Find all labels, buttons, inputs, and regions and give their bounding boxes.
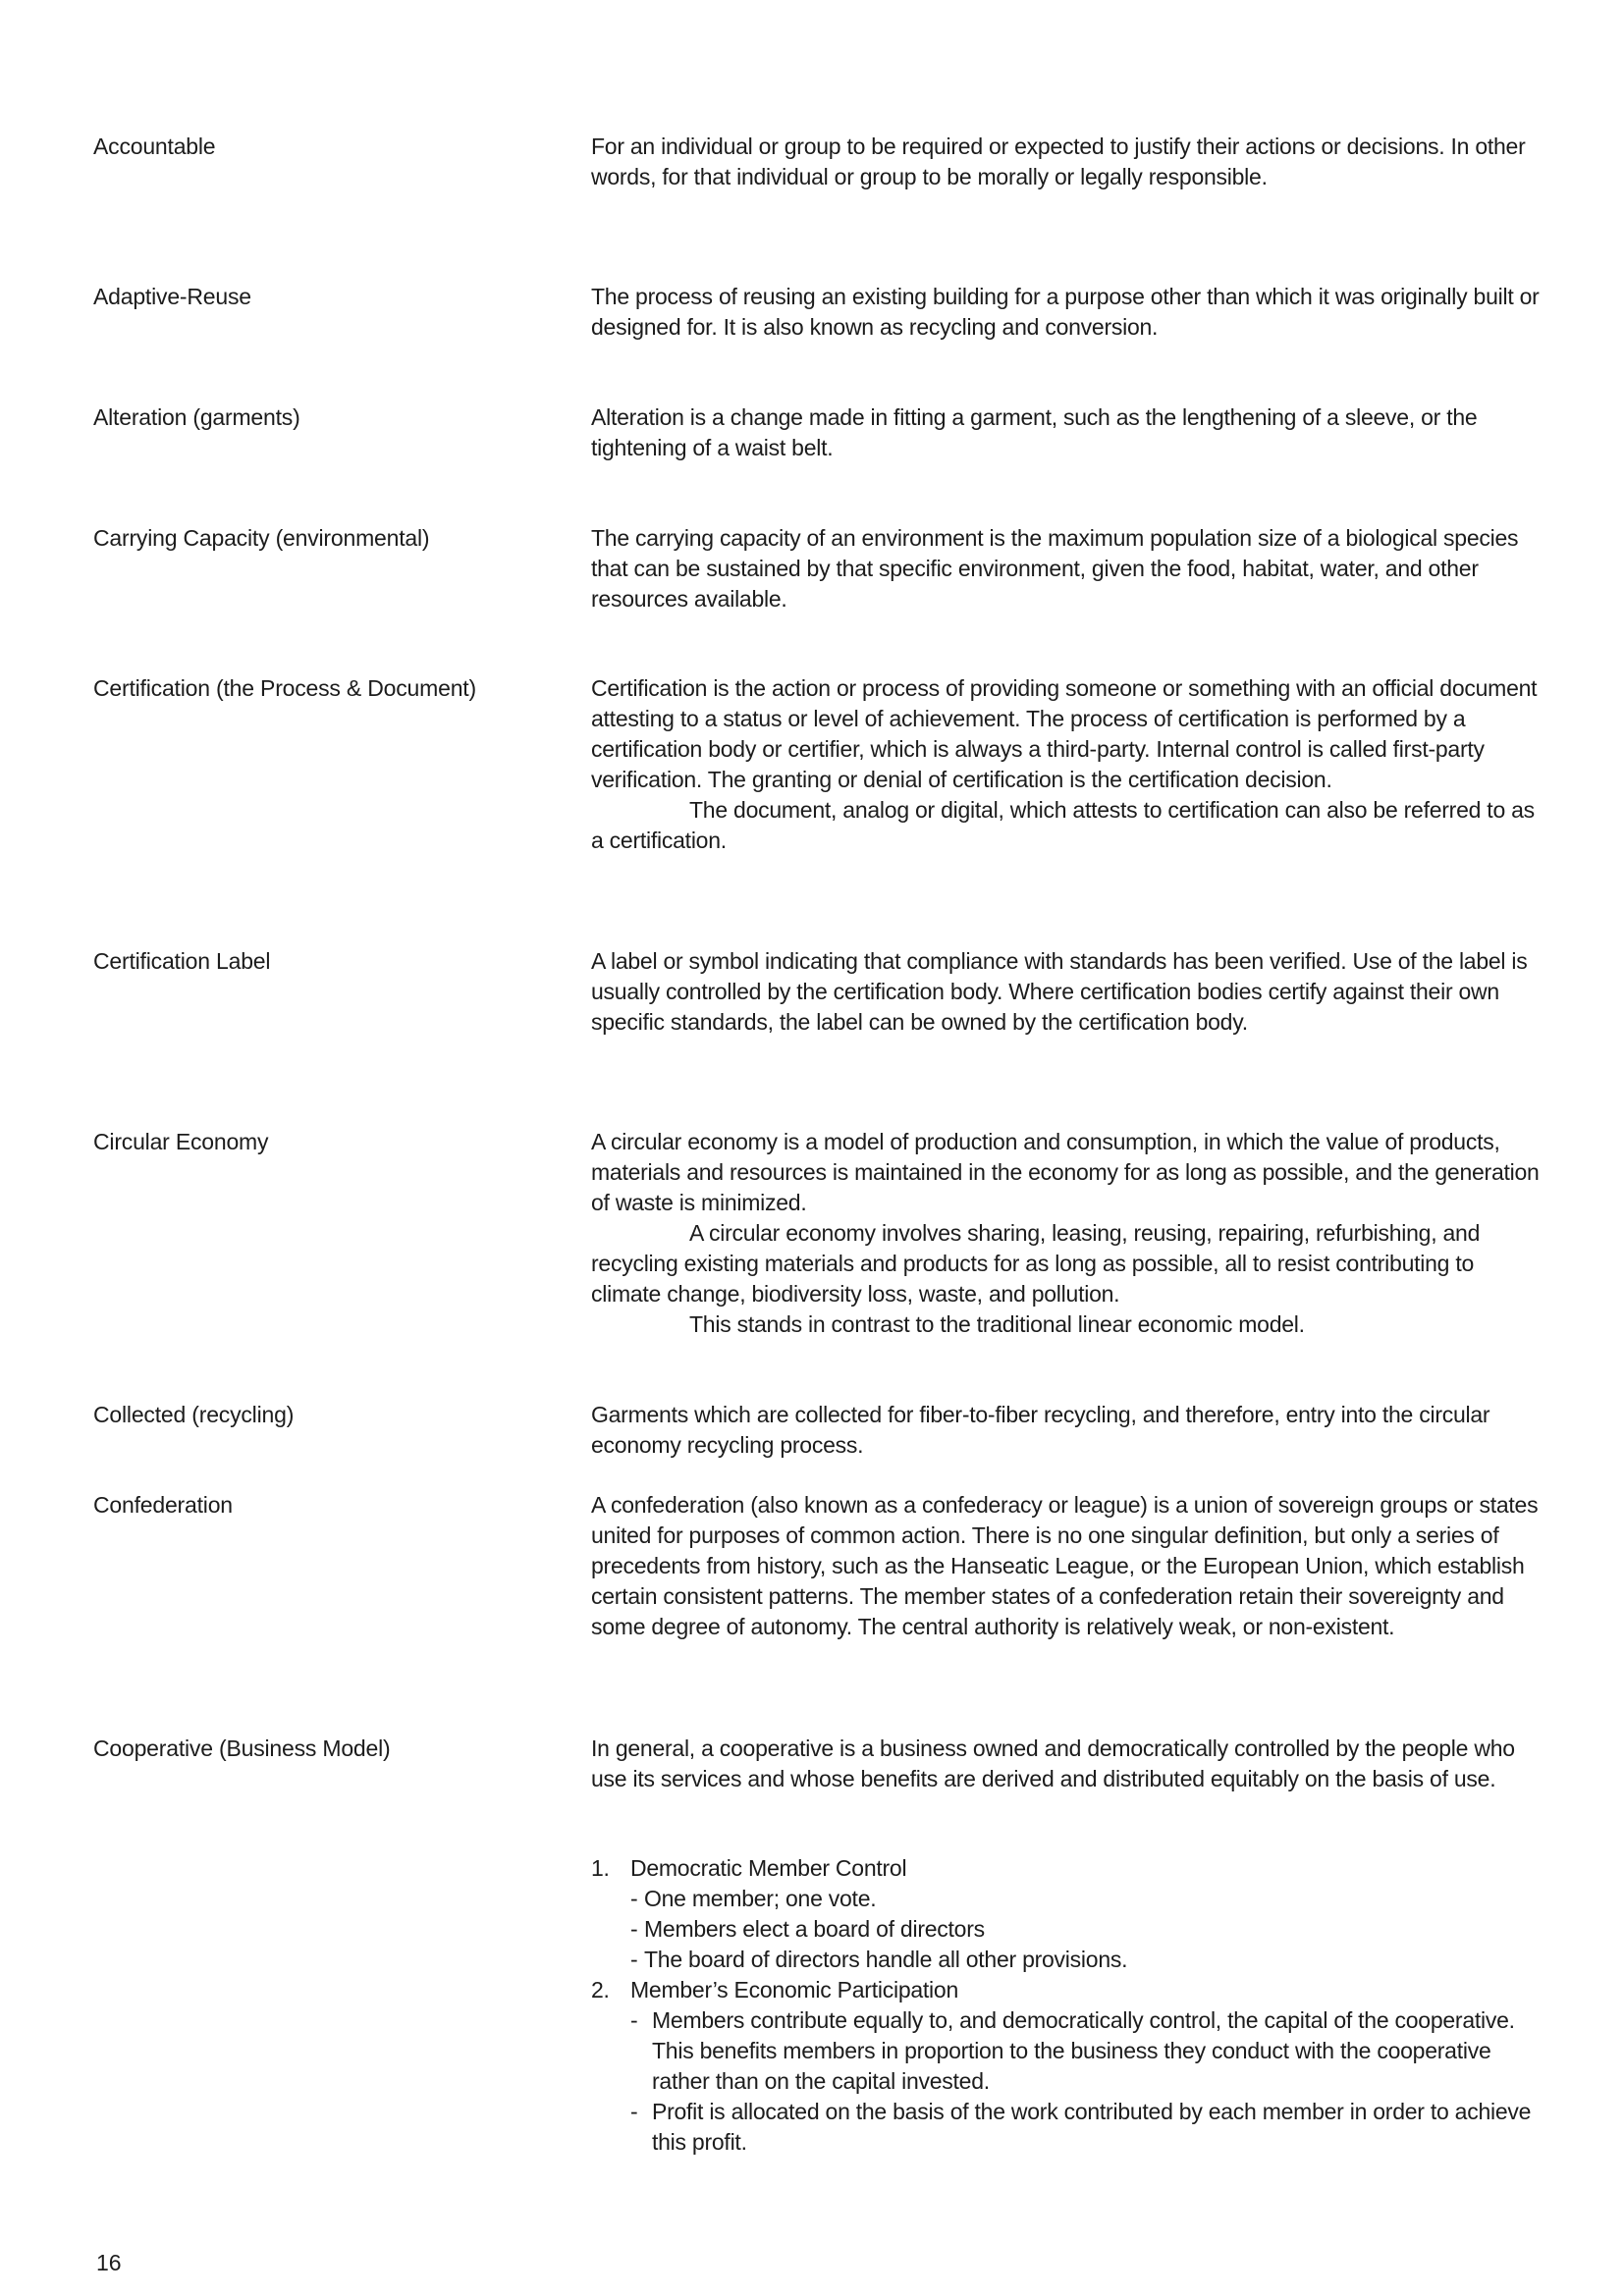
dash-bullet: - [630, 1886, 638, 1911]
glossary-definition [591, 1490, 1548, 1642]
definition-paragraph: A circular economy involves sharing, leasing, reusing, repairing, refurbishing, and recycling existing materials and products for as long as possible, all to resist contributing to climate change, biodiversity loss, waste, and pollution. [591, 1220, 1481, 1307]
glossary-term: Alteration (garments) [93, 404, 300, 430]
glossary-term: Carrying Capacity (environmental) [93, 525, 430, 551]
glossary-definition [591, 523, 1548, 614]
definition-paragraph: A confederation (also known as a confederacy or league) is a union of sovereign groups or states united for purposes of common action. There is no one singular definition, but only a series of precedents from history, such as the Hanseatic League, or the European Union, which establish certain consistent patterns. The member states of a confederation retain their sovereignty and some degree of autonomy. The central authority is relatively weak, or non-existent. [591, 1492, 1539, 1639]
sub-list-text: The board of directors handle all other provisions. [644, 1947, 1128, 1972]
definition-paragraph: This stands in contrast to the traditional linear economic model. [689, 1311, 1305, 1337]
glossary-term: Collected (recycling) [93, 1402, 295, 1427]
glossary-definition [591, 132, 1548, 192]
dash-bullet: - [630, 1916, 638, 1942]
glossary-term: Certification (the Process & Document) [93, 675, 476, 701]
cooperative-principles-list [591, 1853, 1548, 2158]
sub-list-item [591, 2097, 1548, 2158]
definition-paragraph: The document, analog or digital, which attests to certification can also be referred to as a certification. [591, 797, 1535, 853]
dash-bullet: - [630, 1947, 638, 1972]
glossary-definition [591, 1127, 1548, 1340]
list-number: 2. [591, 1977, 610, 2002]
definition-paragraph: The carrying capacity of an environment is the maximum population size of a biological species that can be sustained by that specific environment, given the food, habitat, water, and other resources available. [591, 525, 1519, 612]
glossary-definition [591, 946, 1548, 1038]
list-item-title: Democratic Member Control [630, 1855, 907, 1881]
sub-list-text: One member; one vote. [644, 1886, 877, 1911]
sub-list-item [591, 1945, 1548, 1975]
glossary-definition [591, 282, 1548, 343]
glossary-term: Circular Economy [93, 1129, 269, 1154]
glossary-term: Cooperative (Business Model) [93, 1735, 391, 1761]
glossary-definition [591, 1734, 1548, 1794]
list-item [591, 1853, 1548, 1884]
page-number: 16 [96, 2250, 122, 2275]
sub-list-item [591, 1914, 1548, 1945]
glossary-term: Adaptive-Reuse [93, 284, 251, 309]
definition-paragraph: Alteration is a change made in fitting a garment, such as the lengthening of a sleeve, or the tightening of a waist belt. [591, 404, 1478, 460]
definition-paragraph: The process of reusing an existing building for a purpose other than which it was originally built or designed for. It is also known as recycling and conversion. [591, 284, 1540, 340]
glossary-term: Confederation [93, 1492, 233, 1518]
list-number: 1. [591, 1855, 610, 1881]
dash-bullet: - [630, 2007, 638, 2033]
list-item [591, 1975, 1548, 2005]
sub-list-item [591, 2005, 1548, 2097]
sub-list-text: Members elect a board of directors [644, 1916, 985, 1942]
glossary-definition [591, 402, 1548, 463]
definition-paragraph: In general, a cooperative is a business owned and democratically controlled by the people who use its services and whose benefits are derived and distributed equitably on the basis of use. [591, 1735, 1515, 1791]
definition-paragraph: For an individual or group to be required or expected to justify their actions or decisions. In other words, for that individual or group to be morally or legally responsible. [591, 133, 1526, 189]
glossary-term: Certification Label [93, 948, 271, 974]
sub-list-item [591, 1884, 1548, 1914]
definition-paragraph: Garments which are collected for fiber-to-fiber recycling, and therefore, entry into the circular economy recycling process. [591, 1402, 1490, 1458]
glossary-term: Accountable [93, 133, 216, 159]
definition-paragraph: A circular economy is a model of production and consumption, in which the value of products, materials and resources is maintained in the economy for as long as possible, and the generation of waste is minimized. [591, 1129, 1540, 1215]
sub-list-text: Members contribute equally to, and democratically control, the capital of the cooperative. This benefits members in proportion to the business they conduct with the cooperative rather than on the capital invested. [652, 2007, 1515, 2094]
list-item-title: Member’s Economic Participation [630, 1977, 958, 2002]
glossary-definition [591, 1400, 1548, 1461]
dash-bullet: - [630, 2099, 638, 2124]
sub-list-text: Profit is allocated on the basis of the work contributed by each member in order to achieve this profit. [652, 2099, 1532, 2155]
definition-paragraph: A label or symbol indicating that compliance with standards has been verified. Use of the label is usually controlled by the certification body. Where certification bodies certify against their own specific standards, the label can be owned by the certification body. [591, 948, 1528, 1035]
glossary-definition [591, 673, 1548, 856]
definition-paragraph: Certification is the action or process of providing someone or something with an official document attesting to a status or level of achievement. The process of certification is performed by a certification body or certifier, which is always a third-party. Internal control is called first-party verification. The granting or denial of certification is the certification decision. [591, 675, 1538, 792]
